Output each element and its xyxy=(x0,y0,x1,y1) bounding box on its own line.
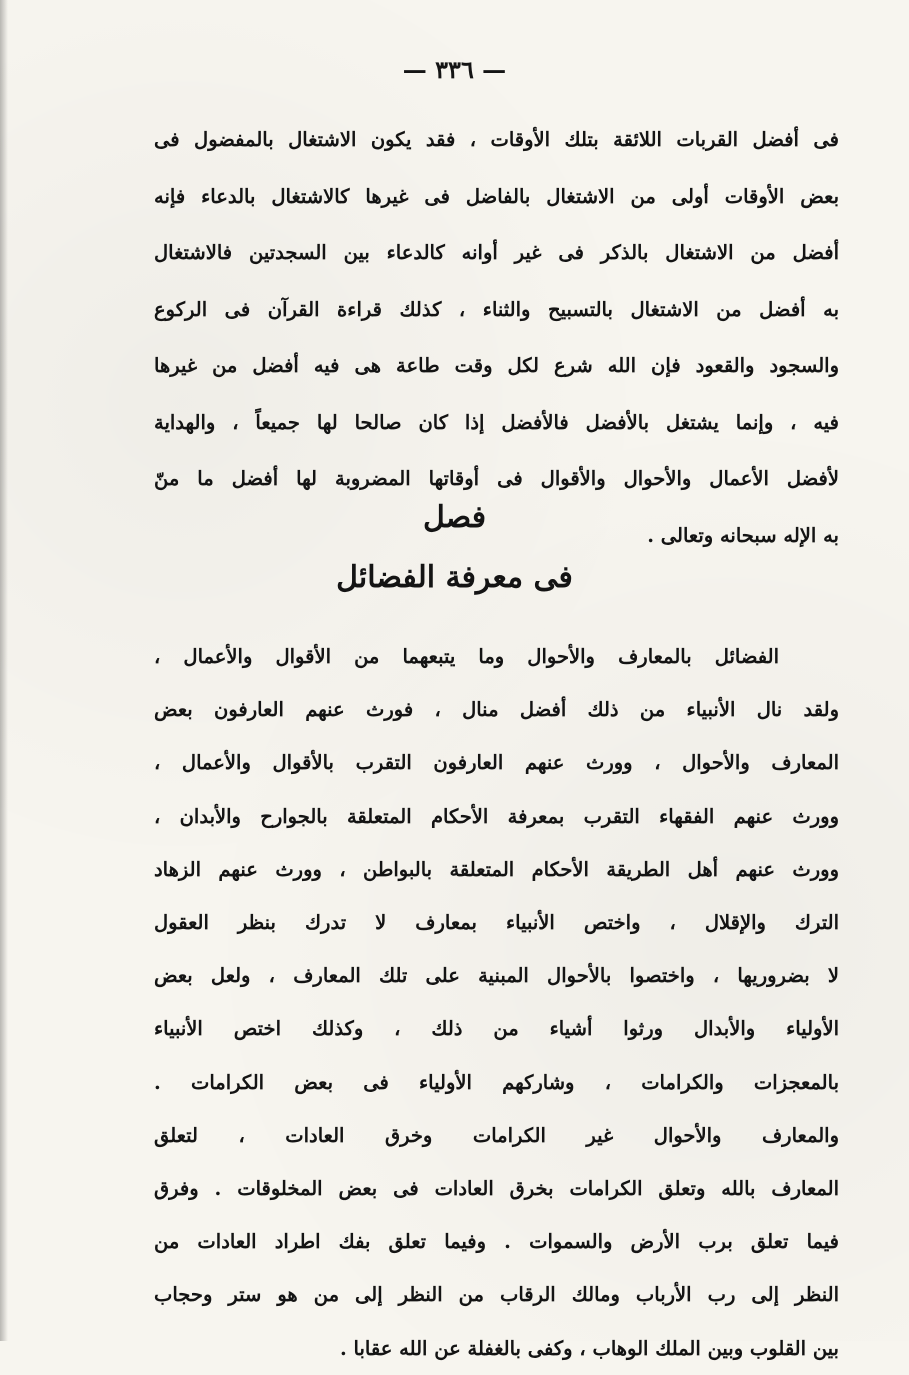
text-line: به أفضل من الاشتغال بالتسبيح والثناء ، كذلك قراءة القرآن فى الركوع xyxy=(154,297,839,321)
text-line: المعارف والأحوال ، وورث عنهم العارفون التقرب بالأقوال والأعمال ، xyxy=(154,751,839,775)
text-line: الفضائل بالمعارف والأحوال وما يتبعهما من الأقوال والأعمال ، xyxy=(154,645,779,668)
text-line: به الإله سبحانه وتعالى . xyxy=(647,523,839,547)
paragraph-1 xyxy=(154,112,839,564)
text-line: فى أفضل القربات اللائقة بتلك الأوقات ، فقد يكون الاشتغال بالمفضول فى xyxy=(154,128,839,151)
text-line: النظر إلى رب الأرباب ومالك الرقاب من النظر إلى من هو ستر وحجاب xyxy=(154,1283,839,1307)
text-line: بعض الأوقات أولى من الاشتغال بالفاضل فى غيرها كالاشتغال بالدعاء فإنه xyxy=(154,184,839,208)
text-line: لا بضروريها ، واختصوا بالأحوال المبنية على تلك المعارف ، ولعل بعض xyxy=(154,964,839,988)
text-line: أفضل من الاشتغال بالذكر فى غير أوانه كالدعاء بين السجدتين فالاشتغال xyxy=(154,241,839,264)
text-line: والمعارف والأحوال غير الكرامات وخرق العادات ، لتعلق xyxy=(154,1123,839,1147)
paragraph-2 xyxy=(154,630,839,1375)
text-line: بالمعجزات والكرامات ، وشاركهم الأولياء فى بعض الكرامات . xyxy=(154,1070,839,1094)
text-line: فيه ، وإنما يشتغل بالأفضل فالأفضل إذا كان صالحا لها جميعاً ، والهداية xyxy=(154,410,839,434)
text-line: والسجود والقعود فإن الله شرع لكل وقت طاعة هى فيه أفضل من غيرها xyxy=(154,354,839,377)
text-line: وورث عنهم أهل الطريقة الأحكام المتعلقة بالبواطن ، وورث عنهم الزهاد xyxy=(154,857,839,881)
text-line: لأفضل الأعمال والأحوال والأقوال فى أوقاتها المضروبة لها أفضل ما منّ xyxy=(154,467,839,490)
page-edge-shadow xyxy=(0,0,8,1341)
text-line: بين القلوب وبين الملك الوهاب ، وكفى بالغفلة عن الله عقابا . xyxy=(339,1336,839,1360)
text-line: الأولياء والأبدال ورثوا أشياء من ذلك ، وكذلك اختص الأنبياء xyxy=(154,1017,839,1041)
text-line: فيما تعلق برب الأرض والسموات . وفيما تعلق بفك اطراد العادات من xyxy=(154,1230,839,1254)
section-heading: فصل xyxy=(422,500,487,535)
text-line: ولقد نال الأنبياء من ذلك أفضل منال ، فورث عنهم العارفون بعض xyxy=(154,698,839,722)
text-line: المعارف بالله وتعلق الكرامات بخرق العادات فى بعض المخلوقات . وفرق xyxy=(154,1177,839,1201)
text-line: الترك والإقلال ، واختص الأنبياء بمعارف لا تدرك بنظر العقول xyxy=(154,911,839,935)
page-number: — ٣٣٦ — xyxy=(402,55,507,84)
text-line: وورث عنهم الفقهاء التقرب بمعرفة الأحكام المتعلقة بالجوارح والأبدان ، xyxy=(154,804,839,828)
section-title: فى معرفة الفضائل xyxy=(336,560,573,595)
